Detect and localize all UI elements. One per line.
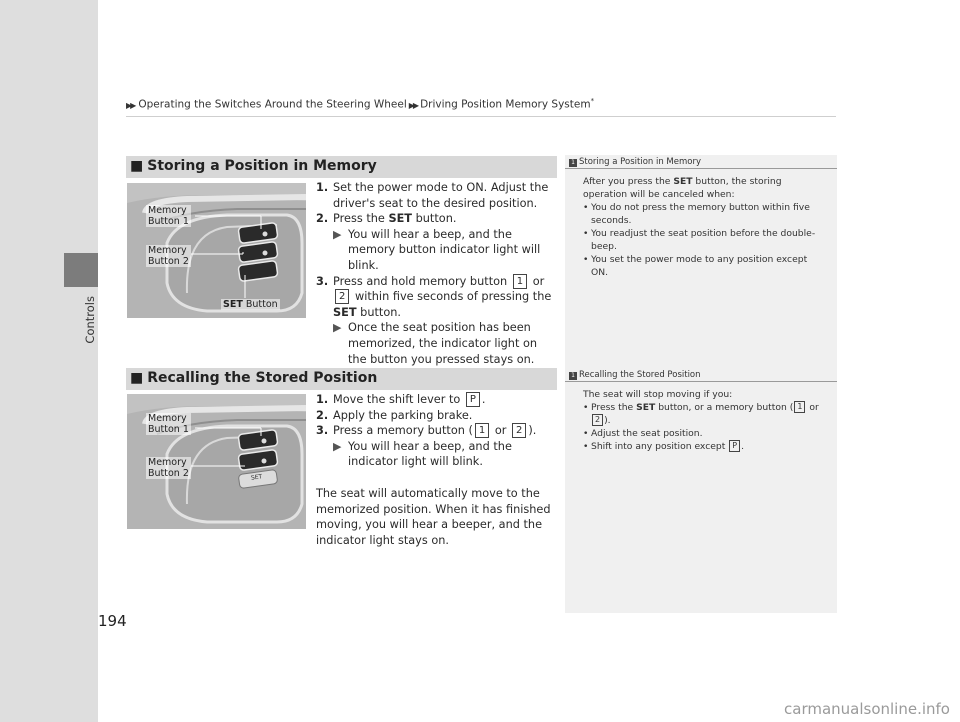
sidebar-strip [0,0,98,722]
step-item: 1. Move the shift lever to P . [316,393,486,406]
note-storing [565,156,837,279]
section-heading [126,368,557,390]
note-marker-icon: 1 [569,372,577,380]
note-bullet: • Shift into any position except P . [583,440,827,453]
park-position-key: P [729,440,740,452]
result-arrow-icon: ▶ [333,439,342,453]
note-intro: After you press the SET button, the storing operation will be canceled when: [583,176,782,200]
callout-memory-button-2: Memory Button 2 [148,245,189,267]
callout-set-button: SET Button [223,299,278,310]
callout-memory-button-2: Memory Button 2 [148,457,189,479]
step-item: 1. Set the power mode to ON. Adjust the driver's seat to the desired position. [316,181,549,210]
result-arrow-icon: ▶ [333,227,342,241]
heading-square-icon: ■ [130,158,144,174]
memory-button-2-key: 2 [592,414,603,426]
step-item: 3. Press a memory button ( 1 or 2 ). [316,424,537,438]
step-result: ▶ Once the seat position has been memorized, the indicator light on the button you pressed stays on. [333,321,538,366]
step-item: 2. Press the SET button. [316,212,457,226]
breadcrumb-arrow-icon: ▶▶ [126,100,135,110]
watermark: carmanualsonline.info [784,700,950,718]
callout-memory-button-1: Memory Button 1 [148,205,189,227]
step-item: 2. Apply the parking brake. [316,408,473,422]
heading-square-icon: ■ [130,370,144,386]
header-divider [126,116,836,117]
note-bullet: • Adjust the seat position. [583,427,827,440]
section-heading [126,156,557,178]
note-title: Recalling the Stored Position [579,370,701,380]
page-number: 194 [98,612,127,630]
note-bullet: • You set the power mode to any position except ON. [583,253,827,279]
memory-button-1-key: 1 [513,274,527,289]
seat-recall-illustration [127,394,306,529]
recall-steps [316,392,556,470]
step-result: ▶ You will hear a beep, and the indicator light will blink. [333,439,512,469]
memory-button-1-key: 1 [794,401,805,413]
breadcrumb-item[interactable]: Driving Position Memory System [420,98,591,111]
seat-memory-illustration [127,183,306,318]
note-intro: The seat will stop moving if you: [583,389,733,400]
storing-steps [316,180,556,367]
callout-memory-button-1: Memory Button 1 [148,413,189,435]
memory-button-1-key: 1 [475,423,489,438]
breadcrumb-arrow-icon: ▶▶ [408,100,418,110]
section-label: Controls [83,296,97,344]
set-button-label: SET [250,473,263,482]
note-bullet: • Press the SET button, or a memory button ( 1 or 2 ). [583,401,827,427]
memory-button-2-key: 2 [335,289,349,304]
step-item: 3. Press and hold memory button 1 or 2 within five seconds of pressing the SET button. [316,274,552,319]
result-arrow-icon: ▶ [333,321,342,335]
note-marker-icon: 1 [569,159,577,167]
note-bullet: • You do not press the memory button within five seconds. [583,201,827,227]
note-title: Storing a Position in Memory [579,157,701,167]
park-position-key: P [466,392,480,407]
note-bullet: • You readjust the seat position before the double-beep. [583,227,827,253]
option-mark: * [590,97,595,105]
section-tab [64,253,98,287]
breadcrumb-item[interactable]: Operating the Switches Around the Steering Wheel [138,98,407,111]
step-result: ▶ You will hear a beep, and the memory button indicator light will blink. [333,227,541,272]
section-title: Storing a Position in Memory [147,158,377,174]
recall-paragraph: The seat will automatically move to the memorized position. When it has finished moving, you will hear a beeper, and the indicator light stays on. [316,487,551,547]
note-recalling [565,369,837,453]
breadcrumb [126,97,594,111]
section-title: Recalling the Stored Position [147,370,378,386]
memory-button-2-key: 2 [512,423,526,438]
